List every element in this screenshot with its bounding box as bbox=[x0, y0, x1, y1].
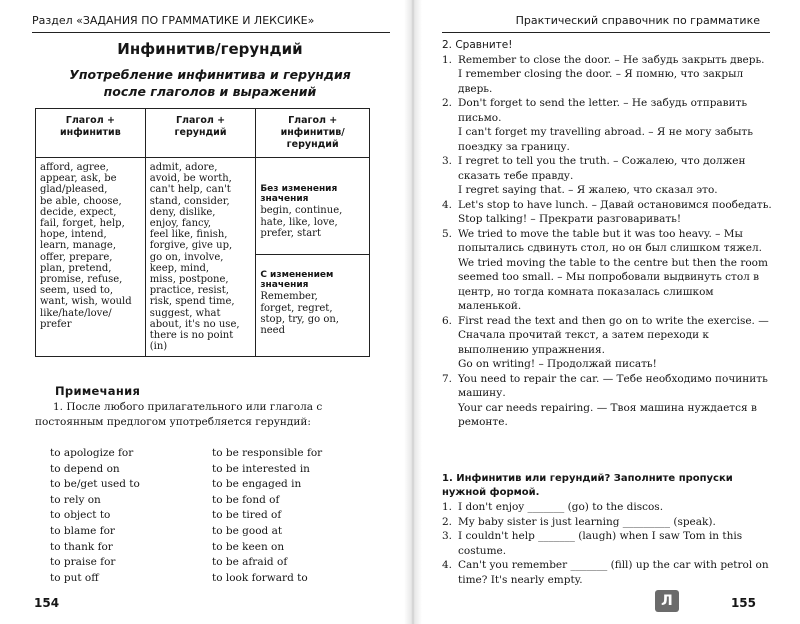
item-example-a: First read the text and then go on to write the exercise. — Сначала прочитай текст, а затем переходи к выполнению упражнения. bbox=[458, 314, 769, 356]
item-example-b: I regret saying that. – Я жалею, что сказал это. bbox=[458, 184, 718, 196]
exercise-item bbox=[442, 500, 772, 515]
subtitle-line-1: Употребление инфинитива и герундия bbox=[69, 67, 351, 82]
compare-item bbox=[442, 372, 772, 430]
page-number: 154 bbox=[34, 596, 60, 610]
header-verb-both: Глагол + инфинитив/ герундий bbox=[256, 109, 370, 158]
item-example-a: Remember to close the door. – Не забудь закрыть дверь. bbox=[458, 53, 765, 66]
section-subtitle bbox=[30, 66, 390, 100]
item-example-b: Your car needs repairing. — Твоя машина нуждается в ремонте. bbox=[458, 401, 757, 428]
compare-item bbox=[442, 227, 772, 314]
no-change-heading: Без изменения значения bbox=[260, 184, 338, 205]
list-item: to rely on bbox=[50, 493, 101, 506]
item-number: 2. bbox=[442, 97, 453, 109]
running-head: Практический справочник по грамматике bbox=[515, 14, 760, 27]
preposition-list-b bbox=[212, 446, 322, 586]
list-item: to be engaged in bbox=[212, 478, 302, 491]
compare-item bbox=[442, 154, 772, 198]
compare-item bbox=[442, 53, 772, 97]
compare-heading: 2. Сравните! bbox=[442, 39, 513, 51]
item-example-a: Let's stop to have lunch. – Давай остановимся пообедать. bbox=[458, 198, 772, 211]
item-example-a: You need to repair the car. — Тебе необходимо починить машину. bbox=[458, 372, 768, 399]
list-item: to be tired of bbox=[212, 509, 282, 522]
running-head: Раздел «ЗАДАНИЯ ПО ГРАММАТИКЕ И ЛЕКСИКЕ» bbox=[32, 14, 315, 27]
list-item: to put off bbox=[50, 571, 99, 584]
item-number: 4. bbox=[442, 559, 453, 571]
compare-item bbox=[442, 96, 772, 154]
publisher-logo-icon: Л bbox=[655, 590, 679, 612]
compare-item bbox=[442, 198, 772, 227]
compare-section bbox=[442, 38, 772, 430]
right-page bbox=[410, 0, 800, 624]
header-rule bbox=[32, 32, 390, 33]
item-number: 1. bbox=[442, 501, 453, 513]
item-number: 3. bbox=[442, 530, 453, 542]
item-number: 2. bbox=[442, 515, 453, 528]
note-1: 1. После любого прилагательного или глагола с постоянным предлогом употребляется герундий: bbox=[35, 401, 323, 428]
list-item: to be keen on bbox=[212, 540, 285, 553]
table-row bbox=[36, 158, 370, 357]
item-example-a: Don't forget to send the letter. – Не забудь отправить письмо. bbox=[458, 97, 748, 124]
exercise-title: 1. Инфинитив или герундий? Заполните пропуски нужной формой. bbox=[442, 473, 733, 498]
list-item: to thank for bbox=[50, 540, 113, 553]
exercise-text: I couldn't help _______ (laugh) when I saw Tom in this costume. bbox=[458, 530, 743, 557]
preposition-list-a bbox=[50, 446, 140, 586]
item-number: 3. bbox=[442, 155, 453, 167]
exercise-text: My baby sister is just learning _________ (speak). bbox=[458, 515, 716, 528]
item-number: 5. bbox=[442, 227, 453, 240]
verb-table bbox=[35, 108, 370, 357]
item-example-b: We tried moving the table to the centre but then the room seemed too small. – Мы попробовали выдвинуть стол в центр, но тогда комната показалась слишком маленькой. bbox=[458, 256, 768, 312]
list-item: to praise for bbox=[50, 556, 116, 569]
item-example-a: I regret to tell you the truth. – Сожалею, что должен сказать тебе правду. bbox=[458, 155, 746, 182]
item-example-b: I remember closing the door. – Я помню, что закрыл дверь. bbox=[458, 68, 744, 95]
item-number: 7. bbox=[442, 372, 453, 385]
table-header-row bbox=[36, 109, 370, 158]
item-number: 6. bbox=[442, 314, 453, 327]
list-item: to blame for bbox=[50, 524, 115, 537]
cell-gerund-verbs: admit, adore, avoid, be worth, can't help, can't stand, consider, deny, dislike, enjoy, fancy, feel like, finish, forgive, give up, go on, involve, keep, mind, miss, postpone, practice, resist, risk, spend time, suggest, what about, it's no use, there is no point (in) bbox=[145, 158, 256, 357]
list-item: to be responsible for bbox=[212, 447, 323, 459]
header-rule bbox=[442, 32, 770, 33]
header-verb-gerund: Глагол + герундий bbox=[145, 109, 256, 158]
exercise-text: I don't enjoy _______ (go) to the discos. bbox=[458, 501, 664, 513]
list-item: to be interested in bbox=[212, 462, 310, 475]
cell-both-verbs bbox=[256, 158, 370, 357]
item-number: 1. bbox=[442, 53, 453, 66]
item-example-b: Stop talking! – Прекрати разговаривать! bbox=[458, 213, 682, 225]
list-item: to apologize for bbox=[50, 447, 134, 459]
notes-title: Примечания bbox=[55, 384, 141, 398]
page-number: 155 bbox=[730, 596, 756, 610]
meaning-change-block bbox=[256, 254, 369, 340]
exercise-item bbox=[442, 515, 772, 530]
change-verbs: Remember, forget, regret, stop, try, go on, need bbox=[260, 291, 339, 337]
list-item: to be afraid of bbox=[212, 556, 288, 569]
subtitle-line-2: после глаголов и выражений bbox=[103, 84, 317, 99]
item-example-b: Go on writing! – Продолжай писать! bbox=[458, 358, 657, 370]
list-item: to be fond of bbox=[212, 493, 280, 506]
change-heading: С изменением значения bbox=[260, 270, 334, 291]
no-change-verbs: begin, continue, hate, like, love, prefer, start bbox=[260, 205, 343, 239]
no-meaning-change-block bbox=[256, 169, 369, 243]
exercise-item bbox=[442, 529, 772, 558]
exercise-item bbox=[442, 558, 772, 587]
list-item: to object to bbox=[50, 509, 111, 522]
list-item: to look forward to bbox=[212, 571, 308, 584]
section-title: Инфинитив/герундий bbox=[117, 40, 303, 58]
exercise-section bbox=[442, 472, 772, 587]
header-verb-infinitive: Глагол + инфинитив bbox=[36, 109, 146, 158]
item-example-a: We tried to move the table but it was too heavy. – Мы попытались сдвинуть стол, но он был слишком тяжел. bbox=[458, 227, 763, 254]
item-number: 4. bbox=[442, 198, 453, 211]
exercise-text: Can't you remember _______ (fill) up the car with petrol on time? It's nearly empty. bbox=[458, 559, 769, 586]
cell-infinitive-verbs: afford, agree, appear, ask, be glad/pleased, be able, choose, decide, expect, fail, forget, help, hope, intend, learn, manage, offer, prepare, plan, pretend, promise, refuse, seem, used to, want, wish, would like/hate/love/ prefer bbox=[36, 158, 146, 357]
list-item: to depend on bbox=[50, 462, 120, 475]
item-example-b: I can't forget my travelling abroad. – Я не могу забыть поездку за границу. bbox=[458, 126, 753, 153]
list-item: to be/get used to bbox=[50, 478, 140, 491]
compare-item bbox=[442, 314, 772, 372]
list-item: to be good at bbox=[212, 524, 283, 537]
